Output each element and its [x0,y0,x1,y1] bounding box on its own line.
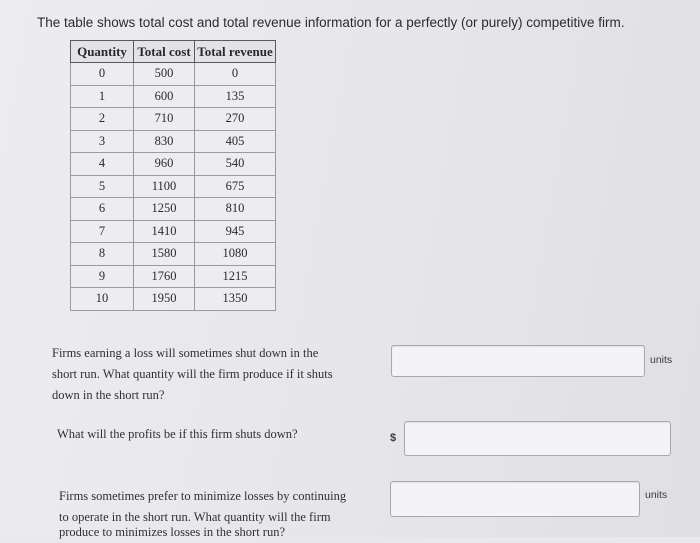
cell-total-cost: 1410 [134,220,195,243]
cell-total-cost: 600 [134,85,195,108]
cell-total-revenue: 405 [195,130,276,153]
question-1-line-3: down in the short run? [52,388,165,402]
cell-quantity: 5 [71,175,134,198]
header-quantity: Quantity [71,41,134,63]
cell-total-cost: 1250 [134,198,195,221]
cell-quantity: 0 [71,63,134,86]
question-2-line-1: What will the profits be if this firm shuts down? [57,427,298,441]
table-row [71,220,276,243]
question-1-line-1: Firms earning a loss will sometimes shut down in the [52,346,319,360]
table-row [71,288,276,311]
cost-revenue-table [70,40,276,311]
cell-quantity: 2 [71,108,134,131]
cell-quantity: 8 [71,243,134,266]
table-row [71,265,276,288]
cell-total-revenue: 270 [195,108,276,131]
table-row [71,130,276,153]
answer-3-input[interactable] [390,481,640,517]
table-row [71,108,276,131]
cell-total-revenue: 810 [195,198,276,221]
question-3 [59,486,346,543]
table-row [71,85,276,108]
table-row [71,243,276,266]
cell-quantity: 3 [71,130,134,153]
question-3-line-3: produce to minimizes losses in the short run? [59,525,286,539]
answer-2-input[interactable] [404,421,671,456]
cell-total-cost: 1100 [134,175,195,198]
table-row [71,175,276,198]
table-row [71,63,276,86]
header-total-revenue: Total revenue [195,41,276,63]
question-3-line-2: to operate in the short run. What quantity will the firm [59,510,331,524]
cell-total-cost: 830 [134,130,195,153]
answer-3-unit: units [645,489,668,501]
question-1-line-2: short run. What quantity will the firm produce if it shuts [52,367,333,381]
cell-total-cost: 960 [134,153,195,176]
header-total-cost: Total cost [134,41,195,63]
question-3-line-1: Firms sometimes prefer to minimize losses by continuing [59,489,347,503]
cell-quantity: 7 [71,220,134,243]
cell-total-revenue: 675 [195,175,276,198]
cell-total-cost: 500 [134,63,195,86]
cell-quantity: 10 [71,288,134,311]
cell-quantity: 4 [71,153,134,176]
table-row [71,153,276,176]
question-2 [57,424,298,445]
cell-quantity: 1 [71,85,134,108]
intro-text: The table shows total cost and total revenue information for a perfectly (or purely) competitive firm. [37,15,625,30]
cell-total-revenue: 1350 [195,288,276,311]
cell-quantity: 6 [71,198,134,221]
cell-total-cost: 1760 [134,265,195,288]
answer-2-dollar-prefix: $ [390,432,397,444]
cell-total-revenue: 1215 [195,265,276,288]
cell-total-revenue: 945 [195,220,276,243]
cell-total-revenue: 540 [195,153,276,176]
cell-total-cost: 1580 [134,243,195,266]
question-1 [52,343,333,406]
table-row [71,198,276,221]
answer-1-input[interactable] [391,345,645,377]
cell-quantity: 9 [71,265,134,288]
answer-1-unit: units [650,354,673,366]
cell-total-cost: 710 [134,108,195,131]
table-header-row [71,41,276,63]
cell-total-revenue: 135 [195,85,276,108]
cell-total-cost: 1950 [134,288,195,311]
cell-total-revenue: 0 [195,63,276,86]
cell-total-revenue: 1080 [195,243,276,266]
